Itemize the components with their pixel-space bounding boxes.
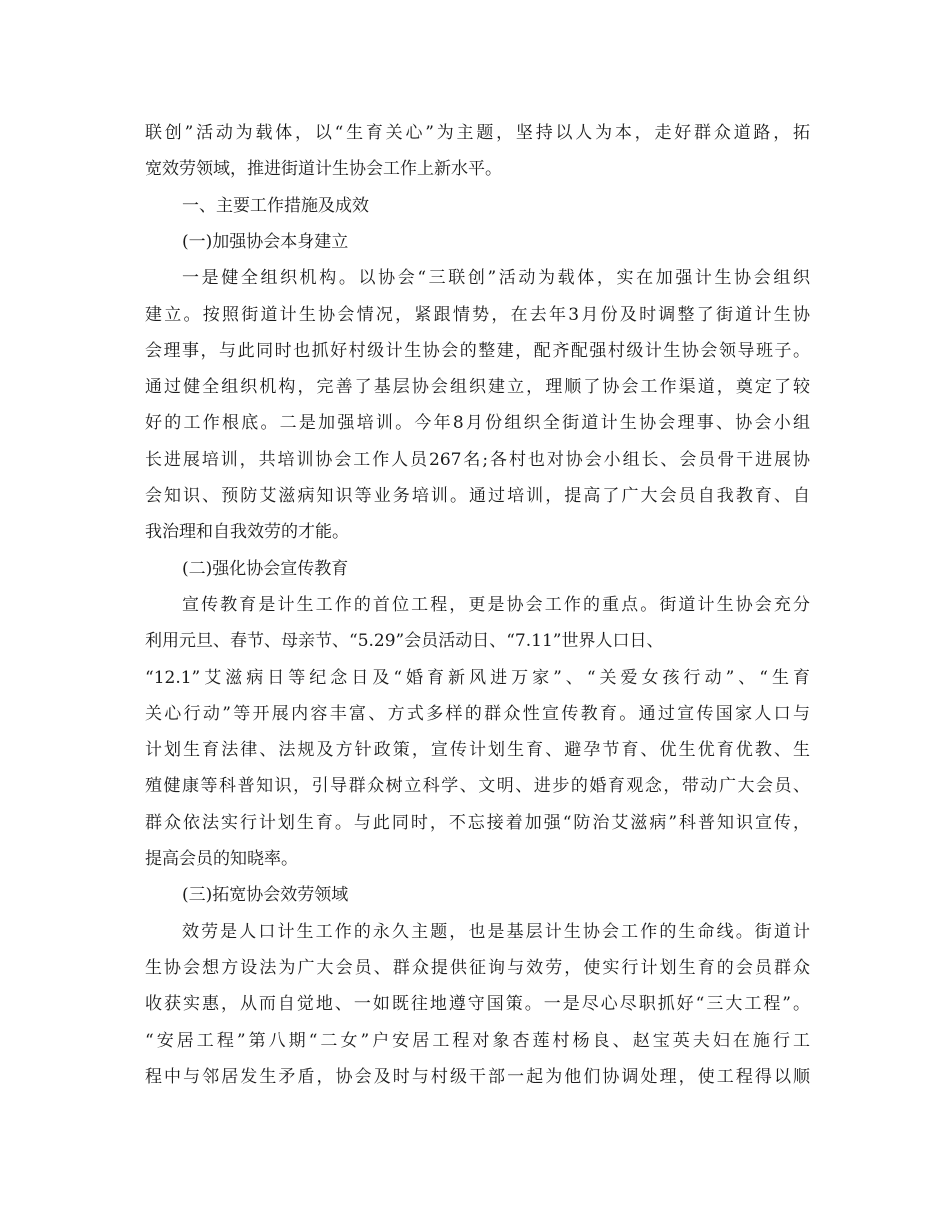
text-line: (二)强化协会宣传教育	[182, 558, 349, 579]
text-line: 效劳是人口计生工作的永久主题，也是基层计生协会工作的生命线。街道计	[182, 921, 810, 942]
text-line: 计划生育法律、法规及方针政策，宣传计划生育、避孕节育、优生优育优教、生	[145, 740, 810, 761]
text-line: (一)加强协会本身建立	[182, 231, 349, 252]
text-line: 利用元旦、春节、母亲节、“5.29”会员活动日、“7.11”世界人口日、	[145, 631, 664, 652]
text-line: 宣传教育是计生工作的首位工程，更是协会工作的重点。街道计生协会充分	[182, 594, 810, 615]
text-line: 好的工作根底。二是加强培训。今年8月份组织全街道计生协会理事、协会小组	[145, 413, 810, 434]
text-line: 宽效劳领域，推进街道计生协会工作上新水平。	[145, 159, 502, 180]
text-line: 一、主要工作措施及成效	[182, 195, 369, 216]
text-line: 会理事，与此同时也抓好村级计生协会的整建，配齐配强村级计生协会领导班子。	[145, 340, 810, 361]
text-line: 提高会员的知晓率。	[145, 849, 298, 869]
text-line: 殖健康等科普知识，引导群众树立科学、文明、进步的婚育观念，带动广大会员、	[145, 776, 810, 797]
text-line: 关心行动”等开展内容丰富、方式多样的群众性宣传教育。通过宣传国家人口与	[145, 703, 810, 724]
text-line: 一是健全组织机构。以协会“三联创”活动为载体，实在加强计生协会组织	[182, 268, 810, 289]
text-line: “12.1”艾滋病日等纪念日及“婚育新风进万家”、“关爱女孩行动”、“生育	[145, 667, 810, 688]
text-line: 联创”活动为载体，以“生育关心”为主题，坚持以人为本，走好群众道路，拓	[145, 123, 810, 143]
text-line: 会知识、预防艾滋病知识等业务培训。通过培训，提高了广大会员自我教育、自	[145, 486, 810, 506]
text-line: 收获实惠，从而自觉地、一如既往地遵守国策。一是尽心尽职抓好“三大工程”。	[145, 994, 810, 1015]
text-line: (三)拓宽协会效劳领域	[182, 885, 349, 906]
text-line: “安居工程”第八期“二女”户安居工程对象杏莲村杨良、赵宝英夫妇在施行工	[145, 1030, 810, 1051]
text-line: 长进展培训，共培训协会工作人员267名;各村也对协会小组长、会员骨干进展协	[145, 449, 810, 470]
text-line: 程中与邻居发生矛盾，协会及时与村级干部一起为他们协调处理，使工程得以顺	[145, 1066, 810, 1087]
text-line: 通过健全组织机构，完善了基层协会组织建立，理顺了协会工作渠道，奠定了较	[145, 377, 810, 398]
text-line: 我治理和自我效劳的才能。	[145, 522, 349, 543]
text-line: 生协会想方设法为广大会员、群众提供征询与效劳，使实行计划生育的会员群众	[145, 957, 810, 978]
text-line: 建立。按照街道计生协会情况，紧跟情势，在去年3月份及时调整了街道计生协	[145, 304, 810, 325]
text-line: 群众依法实行计划生育。与此同时，不忘接着加强“防治艾滋病”科普知识宣传，	[145, 812, 810, 833]
